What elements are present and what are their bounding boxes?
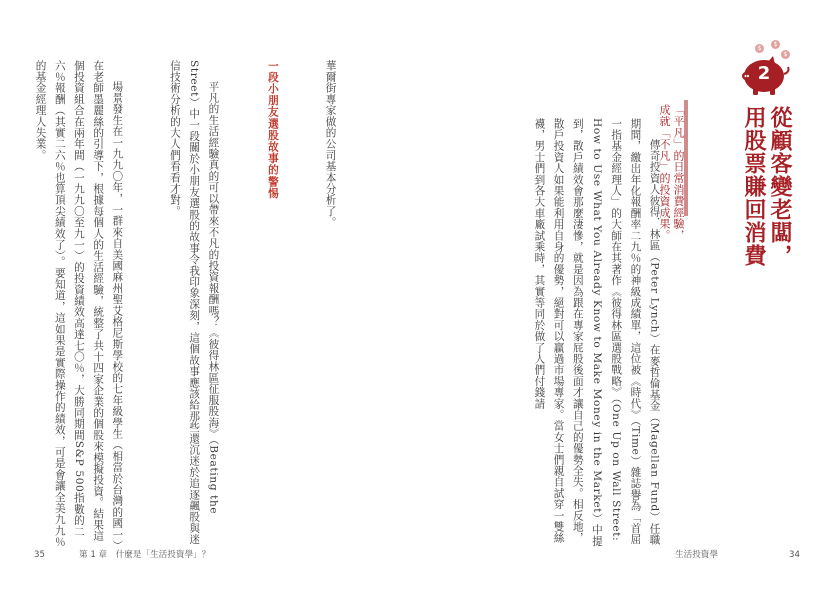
right-page-number: 34 — [789, 550, 800, 560]
right-page — [419, 0, 839, 592]
coin-icon: $ — [755, 44, 764, 53]
left-page-number: 35 — [34, 550, 45, 560]
coin-icon: $ — [771, 40, 780, 49]
chapter-number: 2 — [757, 63, 771, 84]
paragraph: 平凡的生活經驗真的可以帶來不凡的投資報酬嗎？《彼得林區征服股海》（Beating the Street）中一段關於小朋友選股的故事令我印象深刻，這個故事應該給那些還沉迷於追逐飆股與迷信技術分析的大人們看看才對。 — [168, 60, 220, 545]
chapter-badge — [735, 40, 795, 100]
paragraph: 傳奇投資人彼得．林區（Peter Lynch）在麥哲倫基金（Magellan Fund）任職期間，繳出年化報酬率二九％的神級成績單，這位被《時代》（Time）雜誌譽為「首屈一指基金經理人」的大師在其著作《彼得林區選股戰略》（One Up on Wall Street: How to Use What You Already Know to Make Money in the Market）中提到，散戶績效會那麼淒慘，就是因為跟在專家屁股後面才讓自己的優勢全失。相反地，散戶投資人如果能利用自身的優勢，絕對可以贏過市場專家。當女士們親自試穿一雙絲襪，男士們到各大車廠試乘時，其實等同於做了人們付錢請 — [533, 118, 661, 547]
coin-icon: $ — [781, 50, 790, 59]
left-page — [0, 0, 419, 592]
right-page-body — [478, 118, 702, 552]
left-page-body — [34, 60, 378, 552]
tagline-line: 成就「不凡」的投資成果。 — [658, 104, 671, 241]
chapter-title-line: 從顧客變老闆， — [767, 106, 792, 267]
running-chapter-label: 第 1 章 什麼是「生活投資學」？ — [79, 550, 211, 560]
tagline-line: 「平凡」的日常消費經驗， — [672, 104, 685, 241]
running-book-title: 生活投資學 — [675, 550, 718, 560]
chapter-title-line: 用股票賺回消費 — [741, 106, 766, 267]
section-heading: 一段小朋友選股故事的警惕 — [266, 60, 279, 200]
chapter-title — [724, 106, 792, 306]
paragraph: 場景發生在一九九〇年，一群來自美國麻州聖艾格尼斯學校的七年級學生（相當於台灣的國一）在老師墨麗絲的引導下，根據每個人的生活經驗，統整了共十四家企業的個股來模擬投資。結果這個投資組合在兩年間（一九九〇至九一）的投資績效高達七〇％，大勝同期間S&P 500指數的二六％報酬（其實二六％也算頂尖績效了）。要知道，這如果是實際操作的績效，可是會讓全美九九％的基金經理人失業。 — [34, 60, 124, 552]
paragraph: 華爾街專家做的公司基本分析了。 — [324, 60, 337, 228]
